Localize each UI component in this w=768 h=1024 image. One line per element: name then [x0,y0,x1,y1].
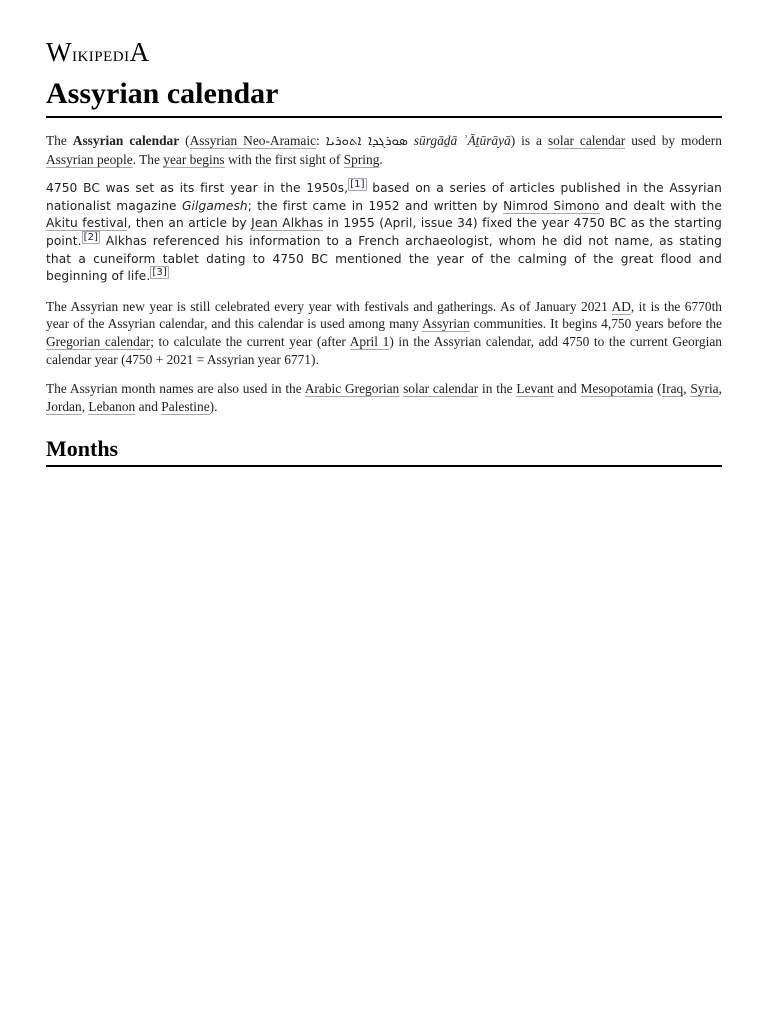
transliteration: sūrgāḏā ʾĀṯūrāyā [413,133,511,148]
link-assyrian-people[interactable]: Assyrian people [46,151,133,167]
paragraph-history: 4750 BC was set as its first year in the 1950s, [1] based on a series of articles published in the Assyrian nationalist magazine Gilgamesh; the first came in 1952 and written by Nimrod Simono and dealt with the Akitu festival, then an article by Jean Alkhas in 1955 (April, issue 34) fixed the year 4750 BC as the starting point. [2] Alkhas referenced his information to a French archaeologist, whom he did not name, as stating that a cuneiform tablet dating to 4750 BC mentioned the year of the calming of the great flood and beginning of life. [3] [46,179,722,284]
reference-3[interactable]: [3] [152,267,167,279]
paragraph-intro: The Assyrian calendar (Assyrian Neo-Aramaic: ܣܘܪܓܕܐ ܐܬܘܪܝܐ sūrgāḏā ʾĀṯūrāyā) is a solar calendar used by modern Assyrian people. The year begins with the first sight of Spring. [46,133,722,167]
link-lebanon[interactable]: Lebanon [88,398,136,414]
page-title: Assyrian calendar [46,76,722,118]
syriac-script: ܣܘܪܓܕܐ ܐܬܘܪܝܐ [325,134,408,149]
paragraph-month-names: The Assyrian month names are also used in the Arabic Gregorian solar calendar in the Levant and Mesopotamia (Iraq, Syria, Jordan, Lebanon and Palestine). [46,381,722,414]
paragraph-new-year: The Assyrian new year is still celebrated every year with festivals and gatherings. As of January 2021 AD, it is the 6770th year of the Assyrian calendar, and this calendar is used among many Assyrian communities. It begins 4,750 years before the Gregorian calendar; to calculate the current year (after April 1) in the Assyrian calendar, add 4750 to the current Georgian calendar year (4750 + 2021 = Assyrian year 6771). [46,298,722,367]
section-heading-months: Months [46,435,722,467]
link-ad[interactable]: AD [611,298,631,314]
link-solar-calendar-2[interactable]: solar calendar [403,381,479,397]
link-jordan[interactable]: Jordan [46,398,82,414]
wikipedia-wordmark[interactable]: WikipediA [46,37,150,67]
link-april-1[interactable]: April 1 [349,333,390,349]
link-nimrod-simono[interactable]: Nimrod Simono [503,198,600,213]
link-year-begins[interactable]: year begins [163,151,225,167]
reference-1[interactable]: [1] [350,179,365,191]
link-spring[interactable]: Spring [343,151,380,167]
link-arabic-gregorian[interactable]: Arabic Gregorian [304,381,400,397]
link-akitu-festival[interactable]: Akitu festival [46,216,128,231]
link-solar-calendar[interactable]: solar calendar [547,133,626,148]
reference-2[interactable]: [2] [83,231,99,243]
link-iraq[interactable]: Iraq [661,381,684,397]
article-content [46,38,722,467]
link-mesopotamia[interactable]: Mesopotamia [580,381,654,397]
link-syria[interactable]: Syria [690,381,719,397]
link-jean-alkhas[interactable]: Jean Alkhas [251,216,324,231]
link-palestine[interactable]: Palestine [161,398,210,414]
link-assyrian[interactable]: Assyrian [422,316,470,332]
link-assyrian-neo-aramaic[interactable]: Assyrian Neo-Aramaic [189,133,317,148]
link-gregorian-calendar[interactable]: Gregorian calendar [46,333,151,349]
link-levant[interactable]: Levant [516,381,554,397]
